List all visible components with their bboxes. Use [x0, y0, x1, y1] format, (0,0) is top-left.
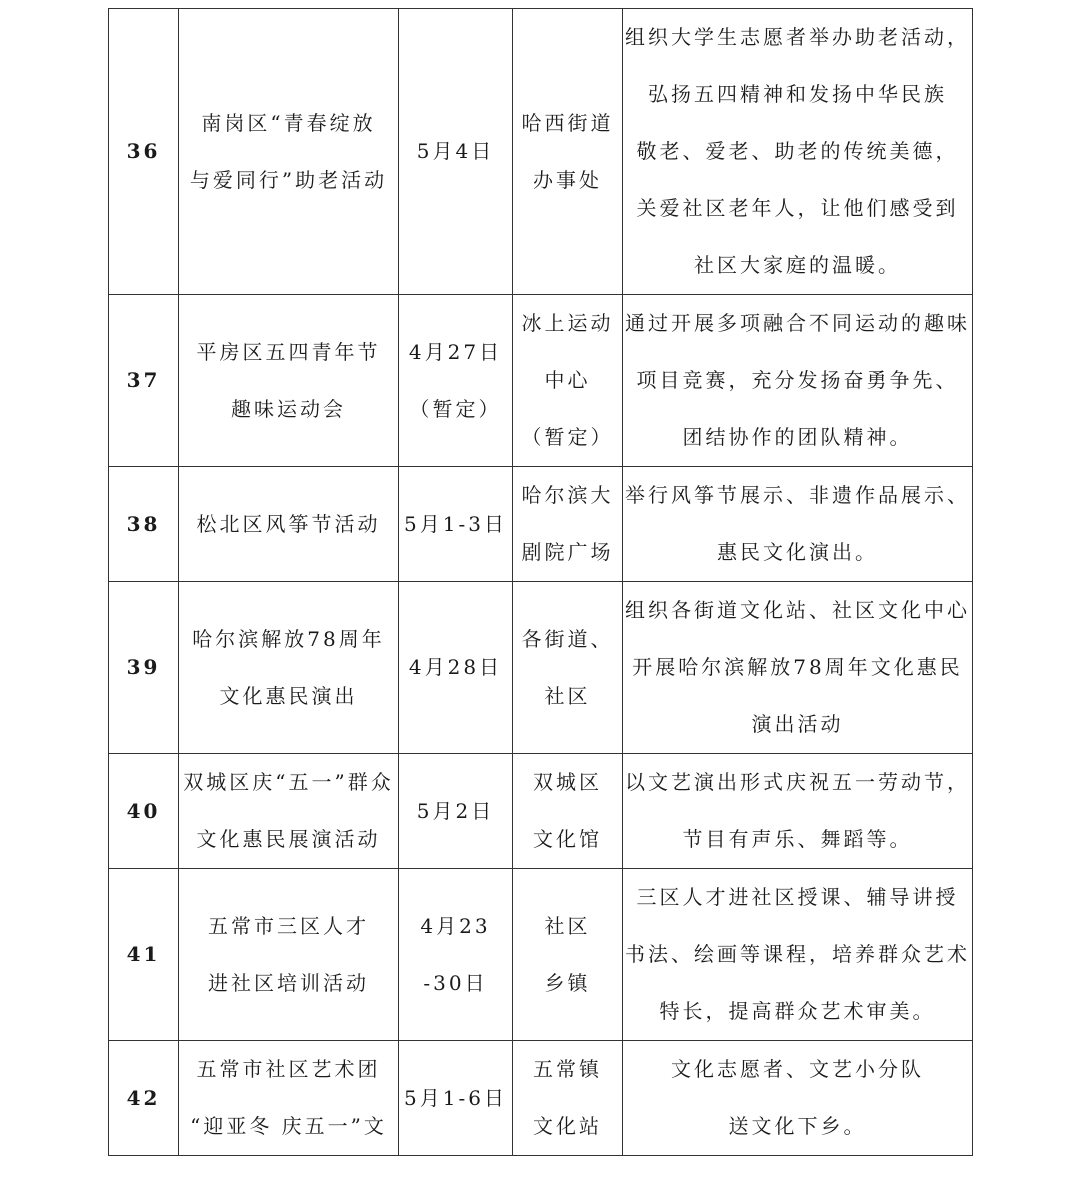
- event-desc-line: 项目竞赛，充分发扬奋勇争先、: [636, 368, 959, 392]
- event-place-line: （暂定）: [521, 425, 614, 449]
- event-date-cell: [399, 754, 513, 869]
- event-place-cell: [513, 582, 623, 754]
- event-name-line: 松北区风筝节活动: [196, 511, 381, 536]
- event-place-line: 冰上运动: [521, 311, 614, 335]
- table-row: [109, 295, 973, 467]
- event-name-cell: [179, 582, 399, 754]
- event-name-line: 文化惠民展演活动: [196, 827, 381, 851]
- event-desc-line: 举行风筝节展示、非遗作品展示、: [625, 483, 970, 507]
- event-desc-line: 节目有声乐、舞蹈等。: [682, 827, 913, 851]
- event-name-line: 进社区培训活动: [208, 970, 369, 995]
- event-name-cell: [179, 1041, 399, 1156]
- event-place-line: 文化站: [533, 1114, 602, 1138]
- event-place-cell: [513, 467, 623, 582]
- event-desc-cell: [623, 582, 973, 754]
- event-place-line: 哈尔滨大: [521, 483, 614, 507]
- row-number: 36: [109, 9, 179, 295]
- event-date-line: -30日: [423, 970, 488, 995]
- row-number: 39: [109, 582, 179, 754]
- table-row: [109, 869, 973, 1041]
- event-date-line: 4月27日: [408, 339, 503, 364]
- event-place-line: 哈西街道: [521, 110, 614, 135]
- event-date-cell: [399, 467, 513, 582]
- event-desc-cell: [623, 754, 973, 869]
- event-place-line: 五常镇: [533, 1057, 602, 1081]
- event-desc-line: 特长，提高群众艺术审美。: [659, 999, 936, 1023]
- event-desc-line: 开展哈尔滨解放78周年文化惠民: [632, 655, 963, 679]
- row-number: 37: [109, 295, 179, 467]
- event-place-line: 文化馆: [533, 827, 602, 851]
- event-date-line: 4月28日: [408, 655, 503, 679]
- event-desc-cell: [623, 9, 973, 295]
- event-name-line: 五常市三区人才: [208, 913, 369, 938]
- table-row: [109, 9, 973, 295]
- row-number: 40: [109, 754, 179, 869]
- event-date-cell: [399, 1041, 513, 1156]
- table-row: [109, 1041, 973, 1156]
- event-desc-line: 关爱社区老年人，让他们感受到: [636, 196, 959, 220]
- event-name-cell: [179, 869, 399, 1041]
- event-desc-line: 弘扬五四精神和发扬中华民族: [648, 82, 947, 106]
- event-place-line: 办事处: [533, 167, 602, 192]
- event-desc-cell: [623, 1041, 973, 1156]
- event-name-line: 五常市社区艺术团: [196, 1057, 381, 1081]
- event-name-line: 与爱同行”助老活动: [189, 167, 388, 192]
- table-row: [109, 754, 973, 869]
- event-desc-line: 文化志愿者、文艺小分队: [671, 1057, 924, 1081]
- table-row: [109, 582, 973, 754]
- event-date-cell: [399, 295, 513, 467]
- event-place-line: 双城区: [533, 770, 602, 794]
- event-name-cell: [179, 9, 399, 295]
- event-name-line: “迎亚冬 庆五一”文: [190, 1114, 387, 1138]
- event-place-line: 乡镇: [544, 970, 591, 995]
- events-table: [108, 8, 973, 1156]
- event-desc-line: 以文艺演出形式庆祝五一劳动节，: [625, 770, 970, 794]
- event-place-line: 中心: [544, 368, 591, 392]
- event-desc-line: 敬老、爱老、助老的传统美德，: [636, 139, 959, 163]
- event-date-line: 5月1-6日: [404, 1085, 507, 1110]
- event-date-cell: [399, 869, 513, 1041]
- event-place-cell: [513, 1041, 623, 1156]
- event-place-cell: [513, 869, 623, 1041]
- event-name-line: 双城区庆“五一”群众: [183, 770, 394, 794]
- event-desc-line: 组织大学生志愿者举办助老活动，: [625, 25, 970, 49]
- event-name-line: 哈尔滨解放78周年: [192, 626, 385, 651]
- event-desc-line: 书法、绘画等课程，培养群众艺术: [625, 942, 970, 966]
- event-name-line: 南岗区“青春绽放: [201, 110, 376, 135]
- event-place-line: 社区: [544, 683, 591, 708]
- event-place-cell: [513, 295, 623, 467]
- event-desc-line: 团结协作的团队精神。: [682, 425, 913, 449]
- event-place-cell: [513, 754, 623, 869]
- event-desc-cell: [623, 869, 973, 1041]
- event-desc-line: 三区人才进社区授课、辅导讲授: [636, 885, 959, 909]
- event-place-line: 社区: [544, 913, 591, 938]
- event-desc-line: 演出活动: [751, 712, 844, 736]
- event-date-cell: [399, 9, 513, 295]
- event-desc-line: 组织各街道文化站、社区文化中心: [625, 598, 970, 622]
- event-desc-line: 送文化下乡。: [728, 1114, 867, 1138]
- row-number: 42: [109, 1041, 179, 1156]
- event-date-line: （暂定）: [409, 396, 502, 421]
- event-date-cell: [399, 582, 513, 754]
- row-number: 41: [109, 869, 179, 1041]
- event-desc-line: 社区大家庭的温暖。: [694, 253, 901, 277]
- event-name-cell: [179, 467, 399, 582]
- event-place-line: 各街道、: [521, 626, 614, 651]
- event-name-cell: [179, 754, 399, 869]
- event-date-line: 4月23: [420, 913, 491, 938]
- event-desc-line: 惠民文化演出。: [717, 540, 878, 564]
- event-date-line: 5月4日: [416, 139, 495, 163]
- event-desc-cell: [623, 467, 973, 582]
- event-name-line: 趣味运动会: [231, 396, 346, 421]
- event-name-line: 文化惠民演出: [219, 683, 358, 708]
- event-desc-line: 通过开展多项融合不同运动的趣味: [625, 311, 970, 335]
- row-number: 38: [109, 467, 179, 582]
- table-row: [109, 467, 973, 582]
- event-place-line: 剧院广场: [521, 540, 614, 564]
- event-desc-cell: [623, 295, 973, 467]
- event-place-cell: [513, 9, 623, 295]
- event-date-line: 5月2日: [416, 798, 495, 823]
- event-date-line: 5月1-3日: [404, 511, 507, 536]
- event-name-line: 平房区五四青年节: [196, 339, 381, 364]
- event-name-cell: [179, 295, 399, 467]
